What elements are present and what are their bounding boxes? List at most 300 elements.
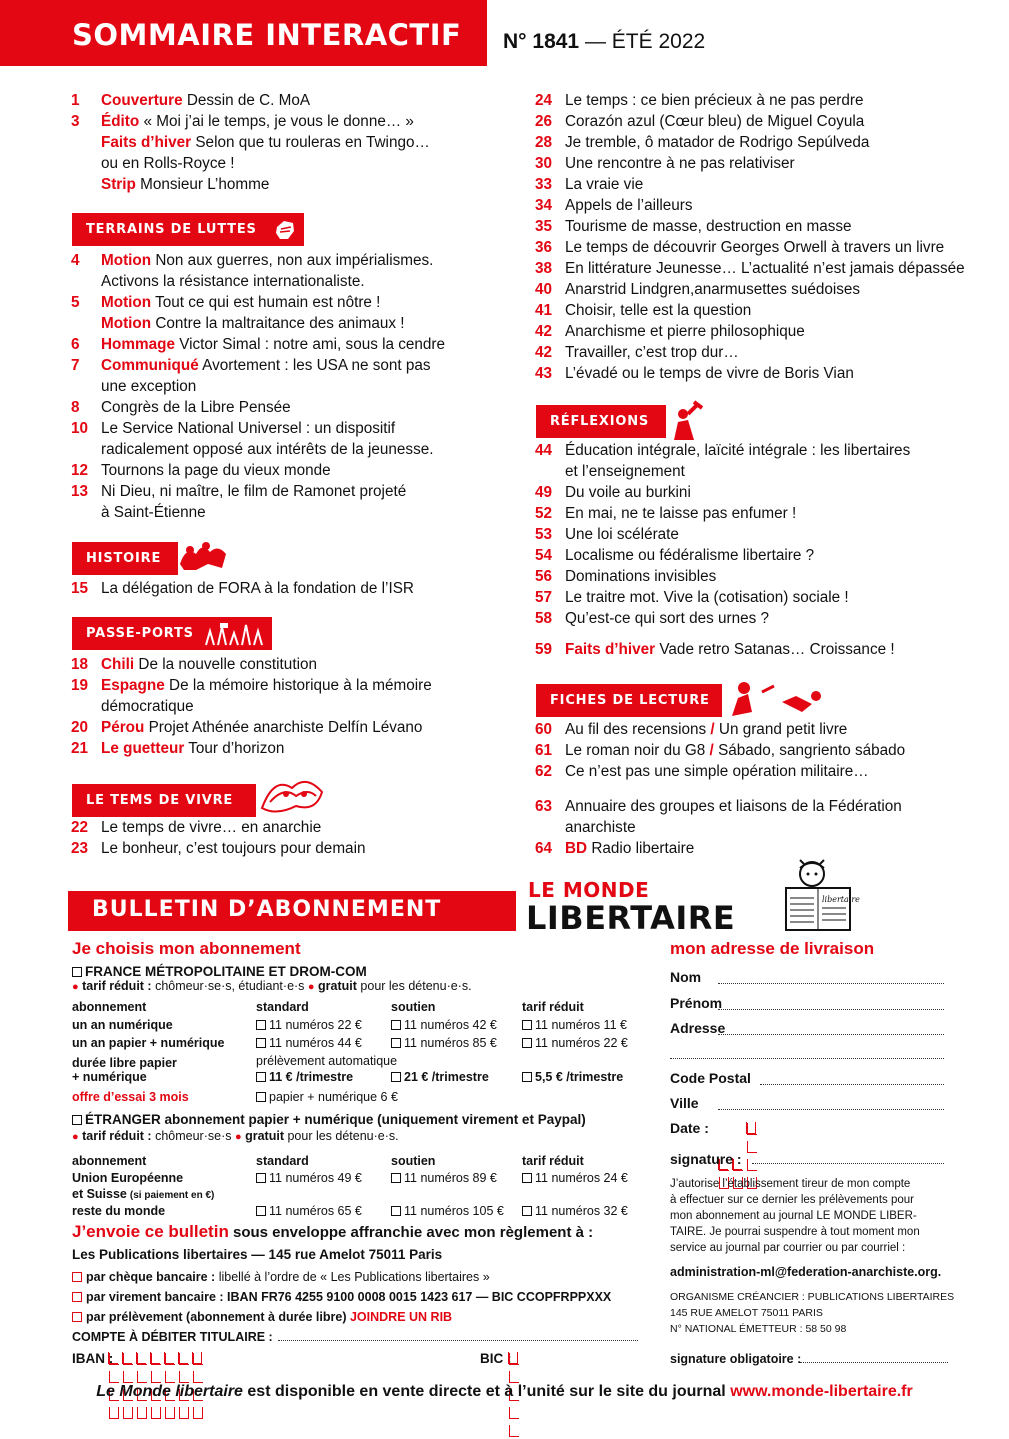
entry-title: Avortement : les USA ne sont pas: [198, 357, 431, 374]
page-number: 7: [71, 357, 80, 374]
entry-kicker: BD: [565, 840, 588, 857]
pay-virement-option[interactable]: [72, 1289, 611, 1305]
box-group: [136, 1352, 146, 1364]
section-title: LE TEMS DE VIVRE: [86, 793, 234, 808]
entry-title: Éducation intégrale, laïcité intégrale : les libertaires: [565, 442, 911, 459]
row-label-text: et Suisse: [72, 1187, 127, 1201]
france-option-label: FRANCE MÉTROPOLITAINE ET DROM-COM: [85, 964, 367, 979]
field-input[interactable]: [718, 1009, 944, 1010]
entry-text: [565, 279, 860, 300]
entry-text: [101, 334, 445, 355]
entry-kicker: Espagne: [101, 677, 165, 694]
entry-kicker: Motion: [101, 294, 152, 311]
prelevement-label: [256, 1053, 397, 1069]
entry-text: [565, 838, 694, 859]
pay-detail: JOINDRE UN RIB: [346, 1310, 453, 1324]
entry-title: Vade retro Satanas… Croissance !: [655, 641, 895, 658]
column-header: [522, 999, 584, 1015]
column-header-text: tarif réduit: [522, 1000, 584, 1014]
entry-title: Anarchisme et pierre philosophique: [565, 323, 805, 340]
entry-title: Travailler, c’est trop dur…: [565, 344, 739, 361]
entry-kicker: Motion: [101, 315, 152, 332]
protest-crowd-icon: [204, 621, 266, 647]
row-label: [72, 1186, 214, 1204]
entry-title: à Saint-Étienne: [101, 504, 206, 521]
page-number: 3: [71, 113, 80, 130]
entry-kicker: Le guetteur: [101, 740, 185, 757]
price-option[interactable]: [391, 1170, 497, 1186]
entry-title: Dessin de C. MoA: [182, 92, 311, 109]
entry-title: une exception: [101, 378, 197, 395]
checkbox[interactable]: [522, 1173, 532, 1183]
row-label: [72, 1035, 224, 1051]
checkbox[interactable]: [391, 1206, 401, 1216]
price-option[interactable]: [256, 1203, 362, 1219]
send-bulletin-line: [72, 1224, 593, 1241]
entry-text: [101, 717, 422, 738]
price-option-text: 11 € /trimestre: [269, 1070, 354, 1084]
column-header: [72, 1153, 146, 1169]
entry-title: Monsieur L’homme: [135, 176, 270, 193]
crowd-drawing-icon: [178, 540, 230, 574]
checkbox[interactable]: [72, 1272, 82, 1282]
entry-text: [565, 174, 643, 195]
entry-kicker: Couverture: [101, 92, 183, 109]
authorization-line: mon abonnement au journal LE MONDE LIBER-: [670, 1210, 917, 1222]
price-option[interactable]: [391, 1203, 504, 1219]
prelevement-label-text: prélèvement automatique: [256, 1054, 398, 1068]
pay-detail: libellé à l’ordre de « Les Publications libertaires »: [215, 1270, 490, 1284]
note-bold: tarif réduit :: [82, 1129, 152, 1143]
entry-title: ou en Rolls-Royce !: [101, 155, 235, 172]
choose-subscription-title: Je choisis mon abonnement: [72, 939, 301, 958]
box-group: [746, 1122, 756, 1134]
entry-text: [101, 355, 431, 376]
checkbox[interactable]: [522, 1020, 532, 1030]
column-header: [256, 1153, 309, 1169]
entry-title: Le bonheur, c’est toujours pour demain: [101, 840, 366, 857]
checkbox[interactable]: [256, 1206, 266, 1216]
entry-kicker: Pérou: [101, 719, 145, 736]
checkbox[interactable]: [256, 1092, 266, 1102]
column-header-text: tarif réduit: [522, 1154, 584, 1168]
page-number: 24: [535, 92, 553, 109]
page-number: 4: [71, 252, 80, 269]
hammer-figure-icon: [664, 400, 704, 442]
pay-cheque-option[interactable]: [72, 1269, 490, 1285]
entry-title: Le temps : ce bien précieux à ne pas perdre: [565, 92, 864, 109]
field-input[interactable]: [760, 1084, 944, 1085]
price-option-text: papier + numérique 6 €: [269, 1090, 398, 1104]
entry-kicker: Hommage: [101, 336, 175, 353]
price-option[interactable]: [256, 1170, 362, 1186]
page-number: 28: [535, 134, 553, 151]
entry-text: [565, 761, 869, 782]
admin-email[interactable]: administration-ml@federation-anarchiste.org.: [670, 1265, 942, 1279]
checkbox[interactable]: [72, 1115, 82, 1125]
entry-separator: /: [706, 721, 719, 738]
checkbox[interactable]: [256, 1020, 266, 1030]
page-number: 5: [71, 294, 80, 311]
entry-title: Tourisme de masse, destruction en masse: [565, 218, 852, 235]
entry-title: Contre la maltraitance des animaux !: [151, 315, 405, 332]
bic-label: BIC :: [480, 1351, 512, 1366]
price-option[interactable]: [256, 1089, 398, 1105]
checkbox[interactable]: [391, 1020, 401, 1030]
page-number: 58: [535, 610, 553, 627]
price-option[interactable]: [256, 1017, 362, 1033]
entry-text: [565, 111, 864, 132]
entry-title: Je tremble, ô matador de Rodrigo Sepúlveda: [565, 134, 870, 151]
entry-text: [565, 195, 693, 216]
page-number: 15: [71, 580, 89, 597]
page-number: 22: [71, 819, 89, 836]
field-label: Nom: [670, 969, 702, 985]
price-option-text: 5,5 € /trimestre: [535, 1070, 624, 1084]
section-title: RÉFLEXIONS: [550, 414, 650, 429]
iban-input[interactable]: [108, 1352, 206, 1364]
checkbox[interactable]: [256, 1173, 266, 1183]
france-reduced-note: ● tarif réduit : chômeur·se·s, étudiant·e·s ● gratuit pour les détenu·e·s.: [72, 979, 472, 993]
box-group: [150, 1352, 160, 1364]
box-group: [164, 1352, 174, 1364]
entry-text: [101, 481, 406, 502]
page-number: 63: [535, 798, 553, 815]
flower-sketch-icon: [256, 772, 328, 816]
signature-required-field[interactable]: [800, 1362, 948, 1363]
page-number: 53: [535, 526, 553, 543]
section-banner-tems: [72, 784, 256, 817]
date-label: Date :: [670, 1120, 709, 1136]
entry-text: [101, 292, 380, 313]
price-option[interactable]: [391, 1069, 489, 1085]
logo-le-monde: LE MONDE: [528, 878, 650, 902]
account-holder-label: COMPTE À DÉBITER TITULAIRE :: [72, 1330, 273, 1344]
issue-season: — ÉTÉ 2022: [584, 30, 706, 53]
page-number: 56: [535, 568, 553, 585]
entry-title: Le Service National Universel : un dispositif: [101, 420, 396, 437]
column-header: [256, 999, 309, 1015]
entry-text: [101, 132, 430, 153]
footer-url[interactable]: www.monde-libertaire.fr: [730, 1383, 913, 1400]
entry-title: Radio libertaire: [587, 840, 695, 857]
page-number: 10: [71, 420, 89, 437]
entry-text: [101, 696, 194, 717]
section-banner-reflexions: [536, 405, 666, 438]
checkbox[interactable]: [522, 1038, 532, 1048]
authorization-line: à effectuer sur ce dernier les prélèvements pour: [670, 1194, 914, 1206]
pay-detail: IBAN FR76 4255 9100 0008 0015 1423 617 — BIC CCOPFRPPXXX: [223, 1290, 612, 1304]
section-title: TERRAINS DE LUTTES: [86, 222, 257, 237]
raised-fist-icon: [272, 217, 298, 243]
entry-text: [565, 796, 902, 817]
field-input[interactable]: [718, 1109, 944, 1110]
pay-label: par virement bancaire :: [86, 1290, 224, 1304]
authorization-line: service au journal par courrier ou par courriel :: [670, 1242, 906, 1254]
entry-title: Le temps de découvrir Georges Orwell à travers un livre: [565, 239, 945, 256]
section-banner-passeports: [72, 617, 272, 650]
pay-prelevement-option[interactable]: [72, 1309, 452, 1325]
entry-kicker: Faits d’hiver: [101, 134, 192, 151]
price-option[interactable]: [256, 1035, 362, 1051]
entry-title: Corazón azul (Cœur bleu) de Miguel Coyula: [565, 113, 865, 130]
date-input[interactable]: [718, 1122, 760, 1134]
price-option[interactable]: [522, 1069, 623, 1085]
entry-text: [101, 817, 321, 838]
page-number: 61: [535, 742, 553, 759]
price-option[interactable]: [522, 1017, 627, 1033]
checkbox[interactable]: [256, 1072, 266, 1082]
entry-text: [101, 460, 331, 481]
signature-field[interactable]: [752, 1163, 944, 1164]
page-number: 57: [535, 589, 553, 606]
entry-title: radicalement opposé aux intérêts de la jeunesse.: [101, 441, 434, 458]
entry-text: [565, 587, 849, 608]
price-option-text: 11 numéros 22 €: [535, 1036, 628, 1050]
box-group: [508, 1352, 518, 1364]
field-label: Code Postal: [670, 1070, 751, 1086]
column-header-text: standard: [256, 1000, 309, 1014]
page-number: 33: [535, 176, 553, 193]
entry-text: [565, 461, 685, 482]
section-title: PASSE-PORTS: [86, 626, 194, 641]
price-option[interactable]: [391, 1035, 497, 1051]
row-label: [72, 1017, 173, 1033]
entry-title-2: Un grand petit livre: [718, 721, 848, 738]
section-banner-histoire: [72, 542, 178, 575]
price-option-text: 11 numéros 65 €: [269, 1204, 362, 1218]
entry-title: De la mémoire historique à la mémoire: [164, 677, 432, 694]
price-option-text: 11 numéros 105 €: [404, 1204, 504, 1218]
page-number: 35: [535, 218, 553, 235]
entry-title-2: Sábado, sangriento sábado: [718, 742, 906, 759]
price-option-text: 11 numéros 49 €: [269, 1171, 362, 1185]
entry-text: [565, 545, 814, 566]
page-number: 64: [535, 840, 553, 857]
logo-libertaire: LIBERTAIRE: [526, 899, 736, 937]
entry-kicker: Strip: [101, 176, 136, 193]
entry-text: [101, 738, 284, 759]
page-number: 26: [535, 113, 553, 130]
entry-text: [565, 608, 769, 629]
entry-text: [101, 313, 405, 334]
page-number: 42: [535, 323, 553, 340]
field-input[interactable]: [718, 1034, 944, 1035]
pay-label: par prélèvement (abonnement à durée libre): [86, 1310, 347, 1324]
entry-title: L’évadé ou le temps de vivre de Boris Vian: [565, 365, 854, 382]
entry-title: Tournons la page du vieux monde: [101, 462, 331, 479]
entry-title: Du voile au burkini: [565, 484, 691, 501]
entry-title: Anarstrid Lindgren,anarmusettes suédoises: [565, 281, 861, 298]
column-header-text: abonnement: [72, 1154, 147, 1168]
page-number: 21: [71, 740, 89, 757]
account-holder-field[interactable]: [278, 1340, 638, 1341]
entry-title: Dominations invisibles: [565, 568, 717, 585]
page-number: 54: [535, 547, 553, 564]
send-rest: sous enveloppe affranchie avec mon règlement à :: [228, 1224, 594, 1241]
delivery-title: mon adresse de livraison: [670, 939, 875, 958]
entry-title: Au fil des recensions: [565, 721, 707, 738]
page-number: 18: [71, 656, 89, 673]
entry-title: La délégation de FORA à la fondation de l’ISR: [101, 580, 414, 597]
etranger-reduced-note: ● tarif réduit : chômeur·se·s ● gratuit pour les détenu·e·s.: [72, 1129, 399, 1143]
entry-title: Appels de l’ailleurs: [565, 197, 693, 214]
checkbox[interactable]: [72, 1312, 82, 1322]
entry-title: En mai, ne te laisse pas enfumer !: [565, 505, 797, 522]
entry-separator: /: [705, 742, 719, 759]
field-input[interactable]: [718, 983, 944, 984]
entry-kicker: Faits d’hiver: [565, 641, 656, 658]
row-label-text: un an papier + numérique: [72, 1036, 225, 1050]
entry-text: [101, 250, 433, 271]
entry-title: Activons la résistance internationaliste.: [101, 273, 365, 290]
box-group: [108, 1352, 118, 1364]
column-header-text: soutien: [391, 1154, 436, 1168]
price-option[interactable]: [256, 1069, 353, 1085]
entry-text: [565, 440, 910, 461]
row-label-text: durée libre papier: [72, 1056, 177, 1070]
bulletin-title: BULLETIN D’ABONNEMENT: [92, 897, 442, 922]
page-number: 49: [535, 484, 553, 501]
entry-title: Qu’est-ce qui sort des urnes ?: [565, 610, 770, 627]
entry-title: En littérature Jeunesse… L’actualité n’est jamais dépassée: [565, 260, 965, 277]
row-label-small: (si paiement en €): [129, 1190, 215, 1201]
entry-text: [565, 817, 636, 838]
authorization-line: J’autorise l’établissement tireur de mon compte: [670, 1178, 911, 1190]
row-label: [72, 1069, 147, 1085]
entry-title: Ce n’est pas une simple opération militaire…: [565, 763, 869, 780]
note-text: pour les détenu·e·s.: [283, 1129, 399, 1143]
entry-text: [101, 174, 269, 195]
entry-text: [101, 271, 365, 292]
etranger-option-label: ÉTRANGER abonnement papier + numérique (uniquement virement et Paypal): [85, 1112, 586, 1127]
entry-kicker: Édito: [101, 113, 140, 130]
checkbox[interactable]: [72, 967, 82, 977]
checkbox[interactable]: [522, 1206, 532, 1216]
field-input[interactable]: [670, 1058, 944, 1059]
entry-text: [565, 363, 854, 384]
checkbox[interactable]: [256, 1038, 266, 1048]
entry-text: [565, 719, 847, 740]
field-label: Prénom: [670, 995, 723, 1011]
section-banner-fiches: [536, 684, 722, 717]
entry-text: [565, 503, 796, 524]
entry-title: anarchiste: [565, 819, 636, 836]
entry-title: Tout ce qui est humain est nôtre !: [151, 294, 381, 311]
bic-input[interactable]: [508, 1352, 522, 1364]
price-option[interactable]: [522, 1170, 628, 1186]
price-option[interactable]: [522, 1035, 628, 1051]
svg-text:libertaire: libertaire: [822, 895, 860, 904]
price-option-text: 11 numéros 42 €: [404, 1018, 497, 1032]
entry-title: Selon que tu rouleras en Twingo…: [191, 134, 430, 151]
entry-text: [565, 321, 805, 342]
entry-kicker: Motion: [101, 252, 152, 269]
checkbox[interactable]: [72, 1292, 82, 1302]
page-number: 43: [535, 365, 553, 382]
checkbox[interactable]: [391, 1173, 401, 1183]
checkbox[interactable]: [391, 1072, 401, 1082]
page-number: 38: [535, 260, 553, 277]
page-title: SOMMAIRE INTERACTIF: [72, 18, 462, 52]
entry-title: Le roman noir du G8: [565, 742, 706, 759]
page-number: 62: [535, 763, 553, 780]
checkbox[interactable]: [391, 1038, 401, 1048]
entry-title: Le temps de vivre… en anarchie: [101, 819, 322, 836]
price-option-text: 11 numéros 11 €: [535, 1018, 627, 1032]
column-header-text: standard: [256, 1154, 309, 1168]
entry-title: Congrès de la Libre Pensée: [101, 399, 291, 416]
entry-title: Annuaire des groupes et liaisons de la Fédération: [565, 798, 902, 815]
note-text: chômeur·se·s, étudiant·e·s: [151, 979, 308, 993]
page-number: 40: [535, 281, 553, 298]
entry-title: Localisme ou fédéralisme libertaire ?: [565, 547, 815, 564]
note-bold: gratuit: [318, 979, 357, 993]
page-number: 23: [71, 840, 89, 857]
entry-title: Projet Athénée anarchiste Delfín Lévano: [144, 719, 423, 736]
column-header-text: abonnement: [72, 1000, 147, 1014]
note-text: chômeur·se·s: [151, 1129, 235, 1143]
entry-text: [565, 482, 691, 503]
entry-text: [101, 153, 234, 174]
entry-text: [101, 838, 365, 859]
price-option[interactable]: [391, 1017, 497, 1033]
box-group: [192, 1352, 202, 1364]
field-label: Adresse: [670, 1020, 726, 1036]
entry-text: [101, 578, 414, 599]
postal-address: Les Publications libertaires — 145 rue Amelot 75011 Paris: [72, 1247, 443, 1262]
page-number: 44: [535, 442, 553, 459]
page-number: 52: [535, 505, 553, 522]
page-number: 20: [71, 719, 89, 736]
entry-title: Une loi scélérate: [565, 526, 679, 543]
entry-text: [565, 90, 863, 111]
entry-text: [565, 300, 751, 321]
send-title: J’envoie ce bulletin: [72, 1222, 229, 1241]
entry-text: [565, 216, 852, 237]
checkbox[interactable]: [522, 1072, 532, 1082]
etranger-option[interactable]: [72, 1112, 586, 1128]
entry-title: « Moi j’ai le temps, je vous le donne… »: [139, 113, 414, 130]
page-number: 59: [535, 641, 553, 658]
entry-title: Victor Simal : notre ami, sous la cendre: [174, 336, 446, 353]
section-banner-terrains: [72, 213, 304, 246]
entry-text: [101, 502, 206, 523]
page-number: 30: [535, 155, 553, 172]
entry-title: Une rencontre à ne pas relativiser: [565, 155, 795, 172]
page-number: 13: [71, 483, 89, 500]
note-bold: tarif réduit :: [82, 979, 152, 993]
page-number: 12: [71, 462, 89, 479]
column-header: [72, 999, 146, 1015]
row-label: [72, 1203, 165, 1219]
page-number: 8: [71, 399, 80, 416]
entry-text: [101, 376, 196, 397]
entry-text: [565, 258, 965, 279]
column-header: [391, 999, 435, 1015]
trial-offer-label: offre d’essai 3 mois: [72, 1090, 189, 1104]
page-number: 42: [535, 344, 553, 361]
note-text: pour les détenu·e·s.: [356, 979, 472, 993]
price-option-text: 11 numéros 44 €: [269, 1036, 362, 1050]
section-title: HISTOIRE: [86, 551, 162, 566]
row-label-text: un an numérique: [72, 1018, 173, 1032]
entry-kicker: Communiqué: [101, 357, 199, 374]
newspaper-reader-icon: [766, 858, 872, 932]
section-title: FICHES DE LECTURE: [550, 693, 710, 708]
price-option[interactable]: [522, 1203, 628, 1219]
creancier-line-2: 145 RUE AMELOT 75011 PARIS: [670, 1307, 823, 1319]
